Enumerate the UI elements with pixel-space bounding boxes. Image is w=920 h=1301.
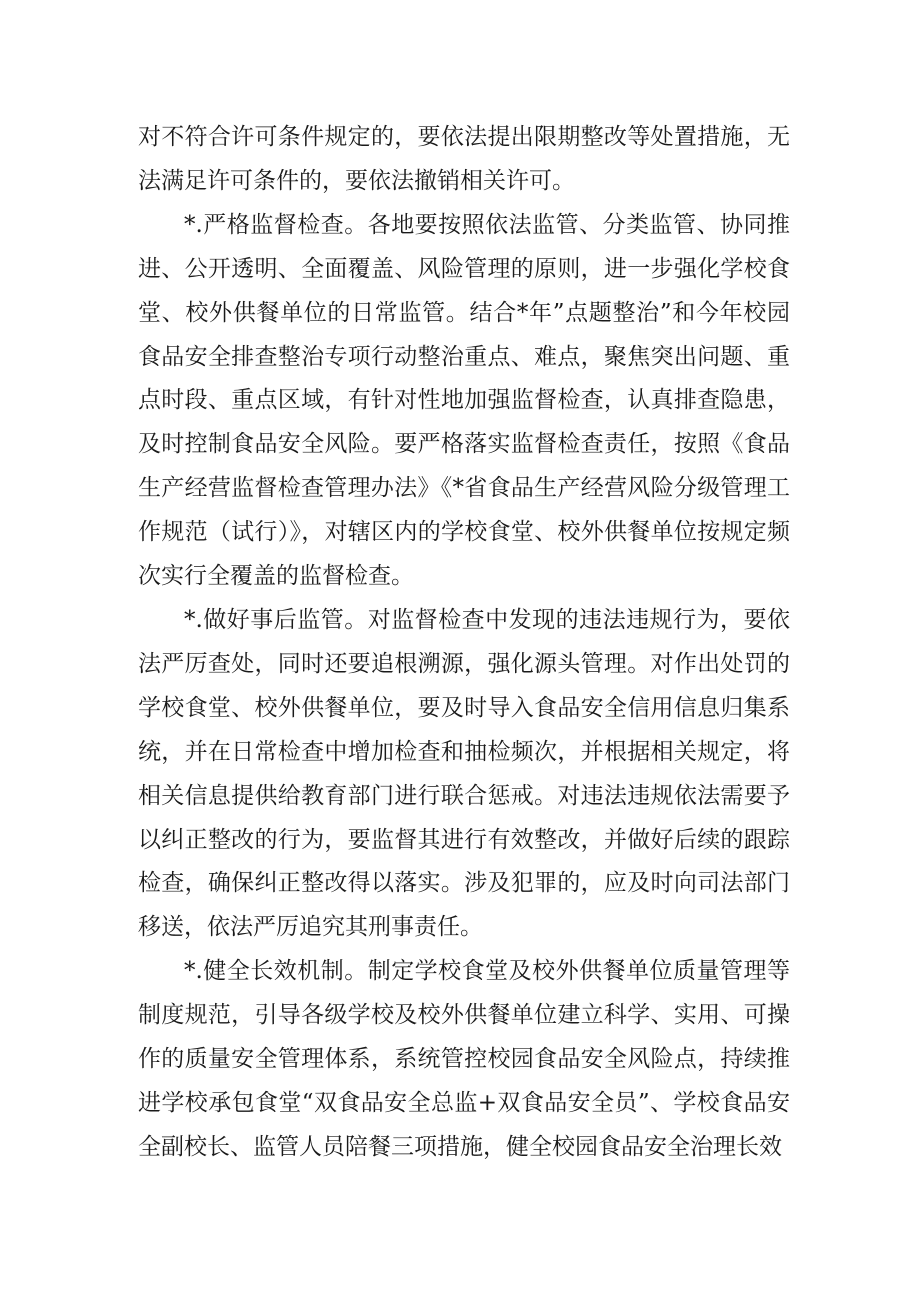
document-body bbox=[138, 116, 790, 1170]
paragraph-continuation: 对不符合许可条件规定的，要依法提出限期整改等处置措施，无法满足许可条件的，要依法撤销相关许可。 bbox=[138, 124, 790, 194]
paragraph-post-supervision: *.做好事后监管。对监督检查中发现的违法违规行为，要依法严厉查处，同时还要追根溯源，强化源头管理。对作出处罚的学校食堂、校外供餐单位，要及时导入食品安全信用信息归集系统，并在日常检查中增加检查和抽检频次，并根据相关规定，将相关信息提供给教育部门进行联合惩戒。对违法违规依法需要予以纠正整改的行为，要监督其进行有效整改，并做好后续的跟踪检查，确保纠正整改得以落实。涉及犯罪的，应及时向司法部门移送，依法严厉追究其刑事责任。 bbox=[138, 606, 790, 941]
paragraph-long-term-mechanism: *.健全长效机制。制定学校食堂及校外供餐单位质量管理等制度规范，引导各级学校及校外供餐单位建立科学、实用、可操作的质量安全管理体系，系统管控校园食品安全风险点，持续推进学校承包食堂“双食品安全总监+双食品安全员”、学校食品安全副校长、监管人员陪餐三项措施，健全校园食品安全治理长效 bbox=[138, 958, 790, 1160]
paragraph-strict-inspection: *.严格监督检查。各地要按照依法监管、分类监管、协同推进、公开透明、全面覆盖、风险管理的原则，进一步强化学校食堂、校外供餐单位的日常监管。结合*年”点题整治”和今年校园食品安全排查整治专项行动整治重点、难点，聚焦突出问题、重点时段、重点区域，有针对性地加强监督检查，认真排查隐患，及时控制食品安全风险。要严格落实监督检查责任，按照《食品生产经营监督检查管理办法》《*省食品生产经营风险分级管理工作规范（试行）》，对辖区内的学校食堂、校外供餐单位按规定频次实行全覆盖的监督检查。 bbox=[138, 211, 790, 590]
